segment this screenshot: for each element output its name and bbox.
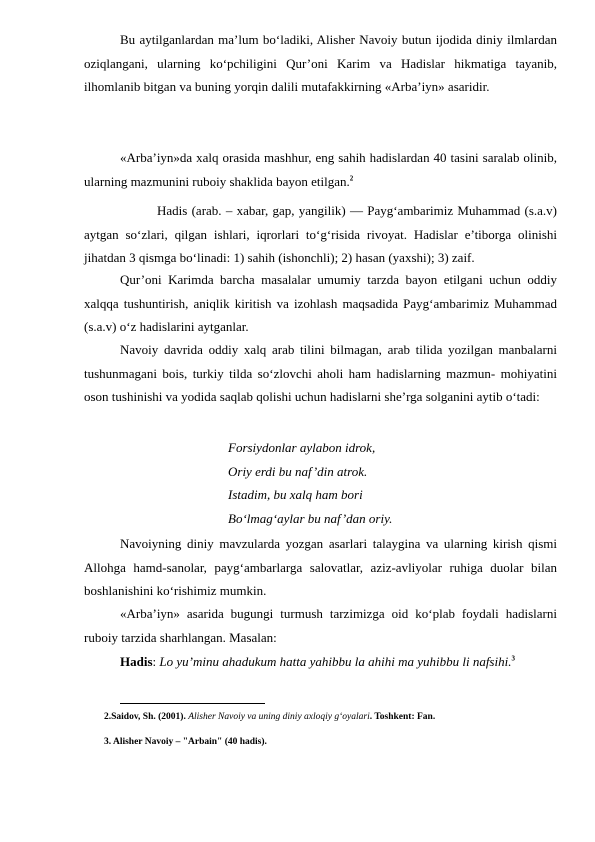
footnote-ref: 2 xyxy=(349,174,354,183)
poem-line: Bo‘lmag‘aylar bu naf’dan oriy. xyxy=(228,510,393,526)
poem-line: Forsiydonlar aylabon idrok, xyxy=(228,440,376,455)
paragraph-arbaiyn-hadis: «Arba’iyn» asarida bugungi turmush tarzimizga oid ko‘plab foydali hadislarni ruboiy tarzida sharhlangan. Masalan: xyxy=(84,606,557,645)
hadis-example: Hadis: Lo yu’minu ahadukum hatta yahibbu la ahihi ma yuhibbu li nafsihi.$^3$ xyxy=(120,654,515,669)
footnote-divider xyxy=(120,703,265,704)
paragraph-intro: Bu aytilganlardan ma’lum bo‘ladiki, Alisher Navoiy butun ijodida diniy ilmlardan oziqlangani, ularning ko‘pchiligini Qur’oni Karim va Hadislar hikmatiga tayanib, ilhomlanib bitgan va buning yorqin dalili mutafakkirning «Arba’iyn» asaridir. xyxy=(84,32,557,94)
poem-line: Oriy erdi bu naf’din atrok. xyxy=(228,463,368,479)
footnote-ref: 3 xyxy=(511,654,515,663)
footnote-2: 2.Saidov, Sh. (2001). Alisher Navoiy va uning diniy axloqiy g‘oyalari. Toshkent: Fan. xyxy=(104,712,436,722)
paragraph-navoiy-era: Navoiy davrida oddiy xalq arab tilini bilmagan, arab tilida yozilgan manbalarni tushunmagani bois, turkiy tilda so‘zlovchi aholi ham hadislarning mazmun- mohiyatini oson tushinishi va yodida saqlab qolishi uchun hadislarni she’rga solganini aytib o‘tadi: xyxy=(84,342,557,404)
paragraph-arbaiyn: «Arba’iyn»da xalq orasida mashhur, eng sahih hadislardan 40 tasini saralab olinib, ularning mazmunini ruboiy shaklida bayon etilgan.$^2$ xyxy=(84,150,557,189)
paragraph-quran: Qur’oni Karimda barcha masalalar umumiy tarzda bayon etilgani uchun oddiy xalqqa tushuntirish, aniqlik kiritish va izohlash maqsadida Payg‘ambarimiz Muhammad (s.a.v) o‘z hadislarini aytganlar. xyxy=(84,272,557,334)
paragraph-religious-works: Navoiyning diniy mavzularda yozgan asarlari talaygina va ularning kirish qismi Allohga hamd-sanolar, payg‘ambarlarga salovatlar, aziz-avliyolar ruhiga duolar bilan boshlanishini ko‘rishimiz mumkin. xyxy=(84,536,557,598)
hadis-label: Hadis xyxy=(120,654,153,669)
hadis-text: Lo yu’minu ahadukum hatta yahibbu la ahihi ma yuhibbu li nafsihi. xyxy=(159,654,512,669)
poem-line: Istadim, bu xalq ham bori xyxy=(228,487,363,502)
footnote-3: 3. Alisher Navoiy – "Arbain" (40 hadis). xyxy=(104,737,267,747)
poem-quote xyxy=(228,436,392,530)
paragraph-hadis-definition: Hadis (arab. – xabar, gap, yangilik) — Payg‘ambarimiz Muhammad (s.a.v) aytgan so‘zlari, qilgan ishlari, iqrorlari to‘g‘risida rivoyat. Hadislar e’tiborga olinishi jihatdan 3 qismga bo‘linadi: 1) sahih (ishonchli); 2) hasan (yaxshi); 3) zaif. xyxy=(84,203,557,265)
